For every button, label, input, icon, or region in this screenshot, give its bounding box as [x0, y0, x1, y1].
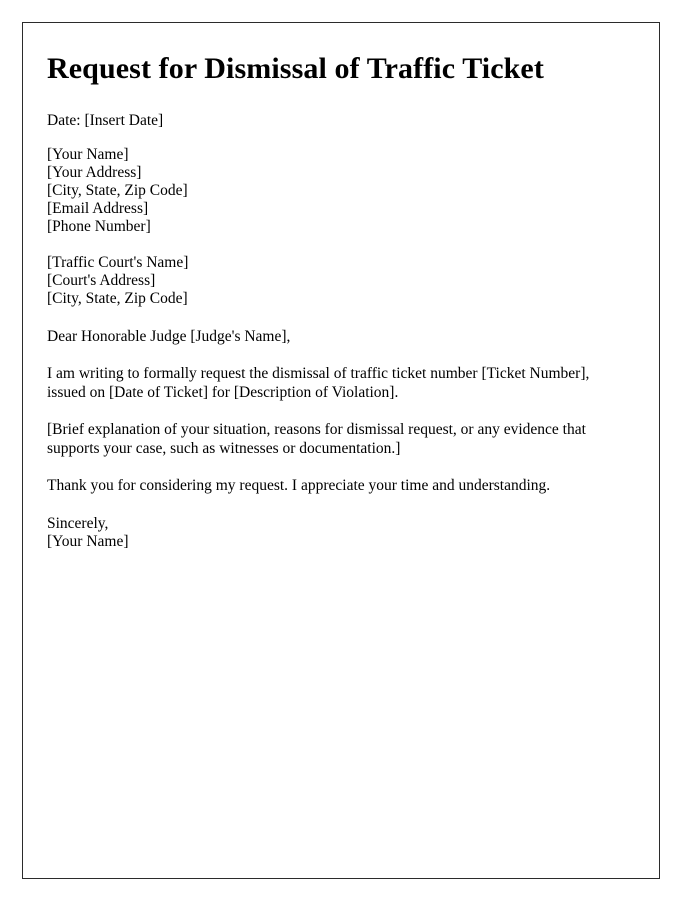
- document-body: [47, 43, 635, 551]
- sender-phone: [Phone Number]: [47, 218, 151, 236]
- body-paragraph-thanks: Thank you for considering my request. I appreciate your time and understanding.: [47, 477, 551, 495]
- sender-address-block: [47, 146, 635, 236]
- body-paragraph-request: I am writing to formally request the dismissal of traffic ticket number [Ticket Number], issued on [Date of Ticket] for [Description of Violation].: [47, 365, 590, 402]
- sender-city-state-zip: [City, State, Zip Code]: [47, 182, 188, 200]
- salutation: Dear Honorable Judge [Judge's Name],: [47, 328, 291, 346]
- recipient-street: [Court's Address]: [47, 272, 156, 290]
- sender-street: [Your Address]: [47, 164, 142, 182]
- page-title: Request for Dismissal of Traffic Ticket: [47, 52, 544, 85]
- sender-name: [Your Name]: [47, 146, 129, 164]
- signature-name: [Your Name]: [47, 533, 129, 551]
- date-line: Date: [Insert Date]: [47, 112, 164, 130]
- document-page-frame: [22, 22, 660, 879]
- recipient-address-block: [47, 254, 635, 308]
- closing-block: [47, 515, 635, 551]
- recipient-court-name: [Traffic Court's Name]: [47, 254, 189, 272]
- sender-email: [Email Address]: [47, 200, 149, 218]
- recipient-city-state-zip: [City, State, Zip Code]: [47, 290, 188, 308]
- closing-salutation: Sincerely,: [47, 515, 109, 533]
- body-paragraph-explanation: [Brief explanation of your situation, reasons for dismissal request, or any evidence that supports your case, such as witnesses or documentation.]: [47, 421, 586, 458]
